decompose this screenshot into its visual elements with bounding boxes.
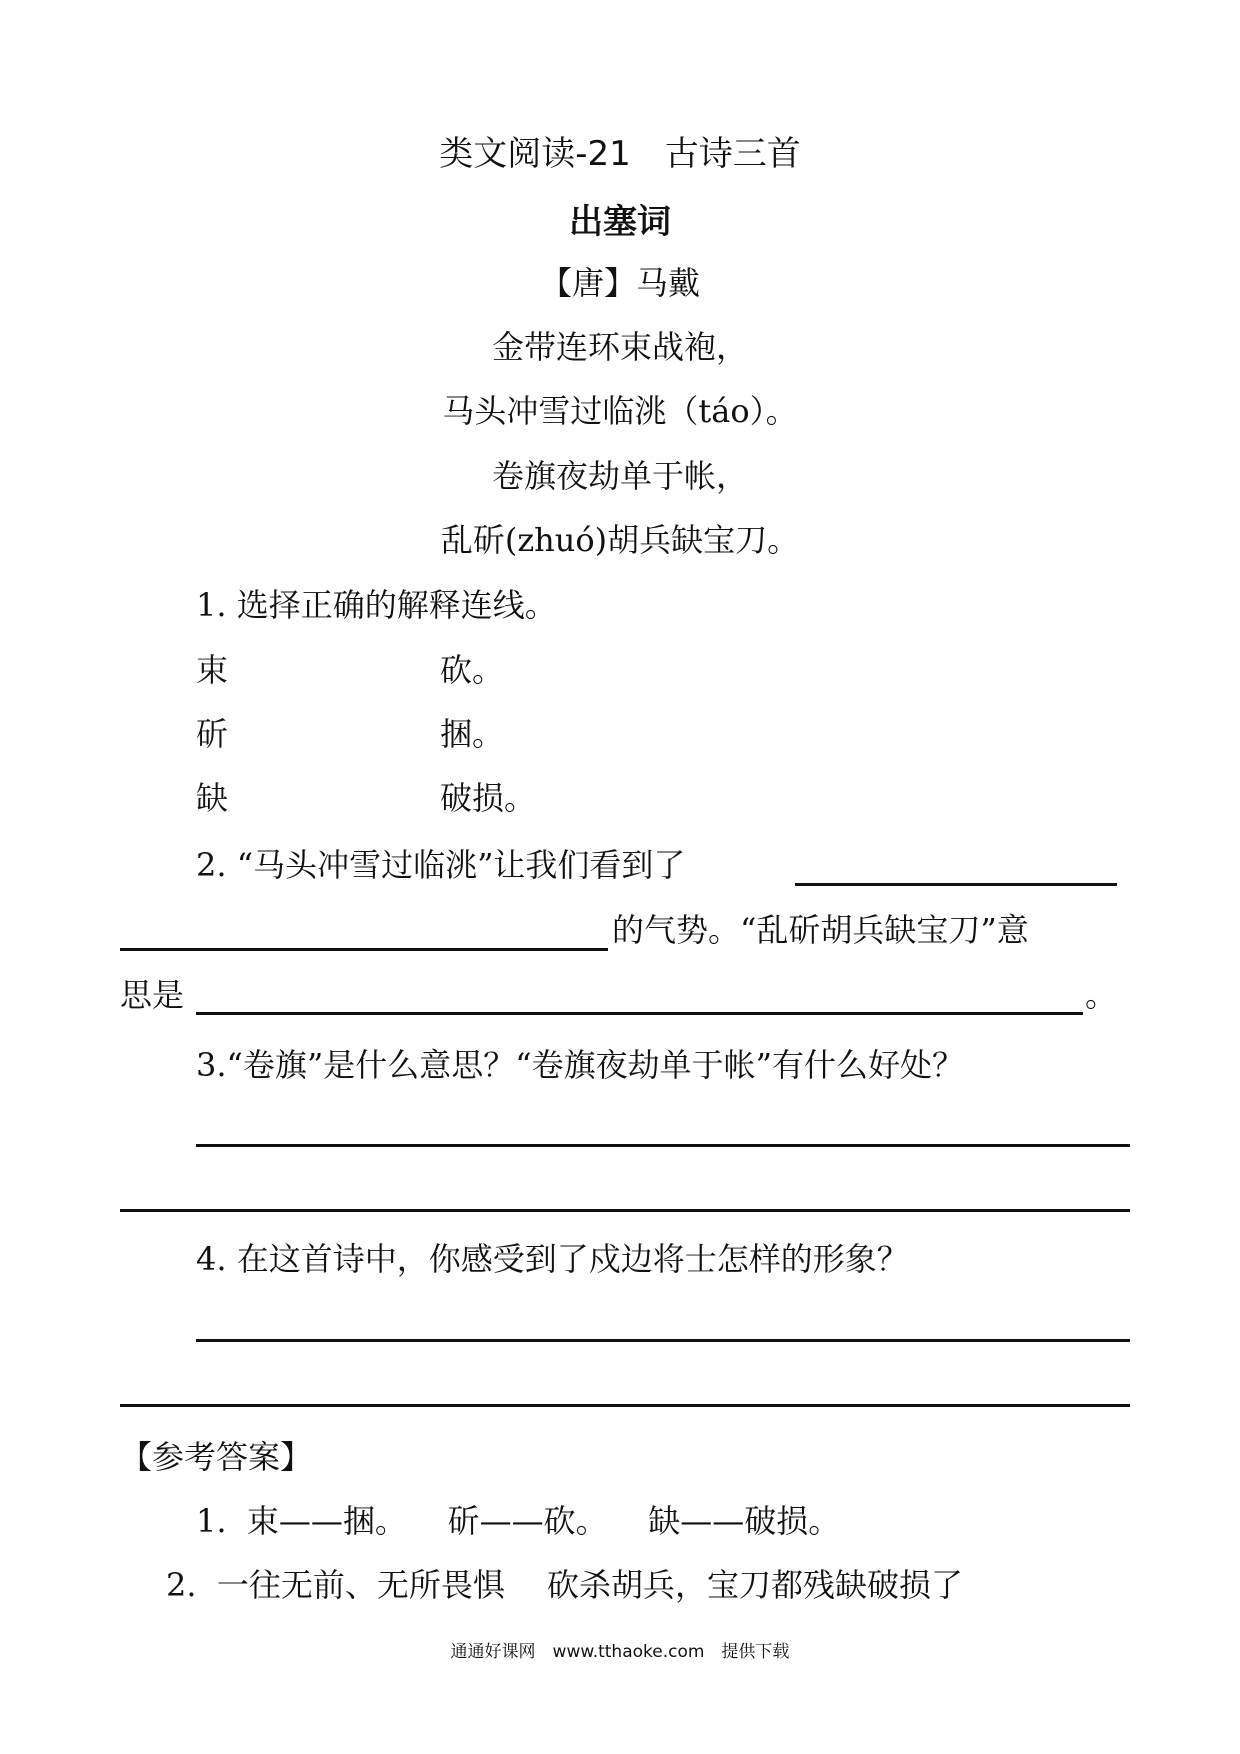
question-2-part3: 思是 bbox=[120, 976, 185, 1014]
match-left-1: 束 bbox=[196, 651, 229, 689]
answer-blank-2a[interactable] bbox=[795, 883, 1117, 886]
poem-line-1: 金带连环束战袍， bbox=[491, 328, 748, 366]
question-3: 3.“卷旗”是什么意思？“卷旗夜劫单于帐”有什么好处？ bbox=[196, 1046, 964, 1084]
poem-line-2: 马头冲雪过临洮（táo）。 bbox=[442, 392, 798, 430]
answers-heading: 【参考答案】 bbox=[120, 1438, 313, 1476]
match-left-3: 缺 bbox=[196, 779, 229, 817]
footer: 通通好课网 www.tthaoke.com 提供下载 bbox=[450, 1642, 790, 1662]
question-2-part2: 的气势。“乱斫胡兵缺宝刀”意 bbox=[612, 911, 1029, 949]
poem-line-4: 乱斫(zhuó)胡兵缺宝刀。 bbox=[440, 521, 800, 559]
poem-author: 【唐】马戴 bbox=[539, 264, 700, 302]
question-2-end: 。 bbox=[1085, 976, 1118, 1014]
answer-1: 1. 束——捆。 斫——砍。 缺——破损。 bbox=[196, 1502, 841, 1540]
page-title: 类文阅读-21 古诗三首 bbox=[439, 134, 801, 174]
question-1: 1. 选择正确的解释连线。 bbox=[196, 586, 557, 624]
match-right-2: 捆。 bbox=[440, 715, 505, 753]
answer-2: 2. 一往无前、无所畏惧 砍杀胡兵，宝刀都残缺破损了 bbox=[166, 1566, 964, 1604]
answer-blank-2b[interactable] bbox=[120, 948, 608, 951]
poem-title: 出塞词 bbox=[569, 202, 671, 242]
match-right-3: 破损。 bbox=[440, 779, 537, 817]
question-2-part1: 2. “马头冲雪过临洮”让我们看到了 bbox=[196, 846, 686, 884]
match-left-2: 斫 bbox=[196, 715, 229, 753]
answer-line-4a[interactable] bbox=[196, 1339, 1130, 1342]
answer-line-4b[interactable] bbox=[120, 1404, 1130, 1407]
answer-line-3b[interactable] bbox=[120, 1209, 1130, 1212]
answer-blank-2c[interactable] bbox=[196, 1012, 1083, 1015]
poem-line-3: 卷旗夜劫单于帐， bbox=[491, 457, 748, 495]
match-right-1: 砍。 bbox=[440, 651, 505, 689]
question-4: 4. 在这首诗中，你感受到了戍边将士怎样的形象？ bbox=[196, 1240, 909, 1278]
answer-line-3a[interactable] bbox=[196, 1144, 1130, 1147]
